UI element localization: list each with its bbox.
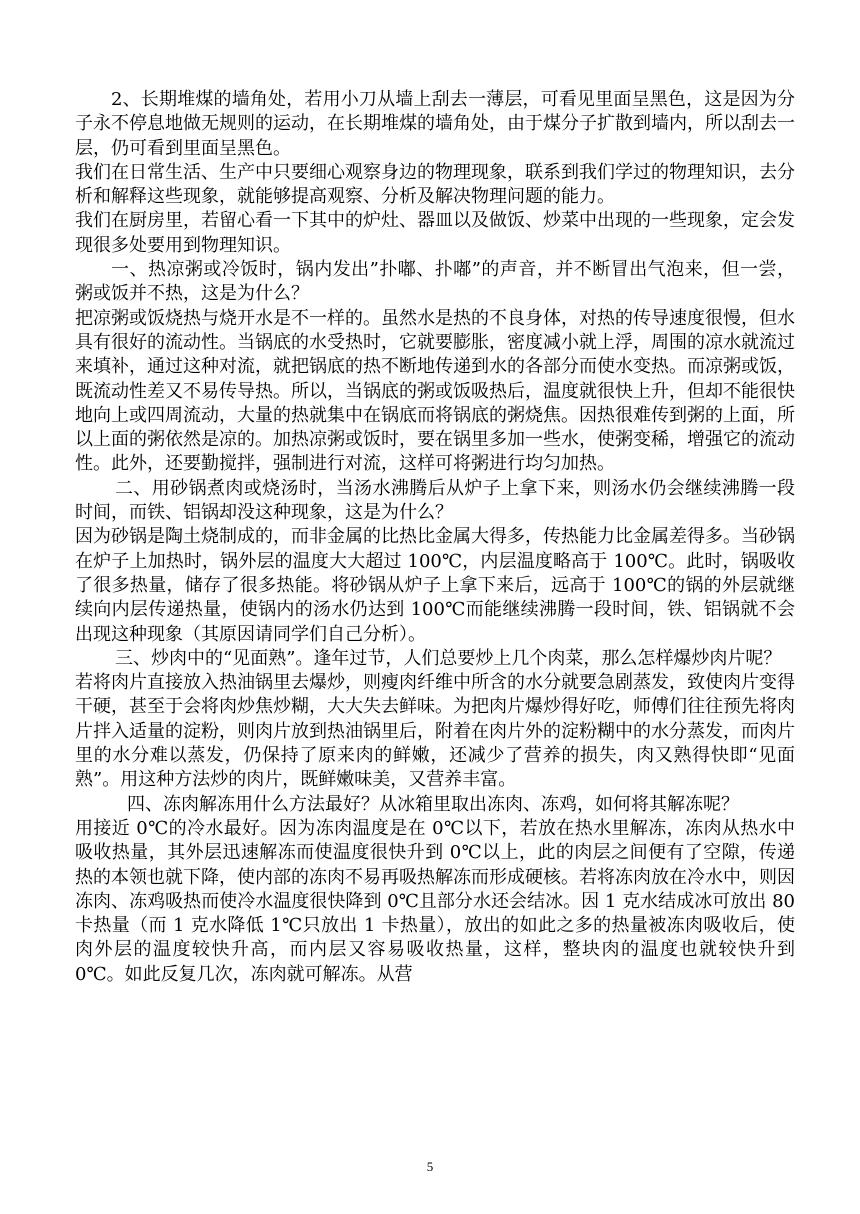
question-heading-4: 四、冻肉解冻用什么方法最好？从冰箱里取出冻肉、冻鸡，如何将其解冻呢？ (127, 793, 739, 815)
paragraph-observe-physics: 我们在日常生活、生产中只要细心观察身边的物理现象，联系到我们学过的物理知识，去分析和解释这些现象，就能够提高观察、分析及解决物理问题的能力。 (75, 161, 795, 208)
answer-paragraph-1: 把凉粥或饭烧热与烧开水是不一样的。虽然水是热的不良身体，对热的传导速度很慢，但水具有很好的流动性。当锅底的水受热时，它就要膨胀，密度减小就上浮，周围的凉水就流过来填补，通过这种对流，就把锅底的热不断地传递到水的各部分而使水变热。而凉粥或饭，既流动性差又不易传导热。所以，当锅底的粥或饭吸热后，温度就很快上升，但却不能很快地向上或四周流动，大量的热就集中在锅底而将锅底的粥烧焦。因热很难传到粥的上面，所以上面的粥依然是凉的。加热凉粥或饭时，要在锅里多加一些水，使粥变稀，增强它的流动性。此外，还要勤搅拌，强制进行对流，这样可将粥进行均匀加热。 (75, 307, 795, 475)
paragraph-coal-wall: 2、长期堆煤的墙角处，若用小刀从墙上刮去一薄层，可看见里面呈黑色，这是因为分子永不停息地做无规则的运动，在长期堆煤的墙角处，由于煤分子扩散到墙内，所以刮去一层，仍可看到里面呈黑色。 (75, 89, 795, 159)
answer-paragraph-4: 用接近 0℃的冷水最好。因为冻肉温度是在 0℃以下，若放在热水里解冻，冻肉从热水中吸收热量，其外层迅速解冻而使温度很快升到 0℃以上，此的肉层之间便有了空隙，传递热的本领也就下降，使内部的冻肉不易再吸热解冻而形成硬核。若将冻肉放在冷水中，则因冻肉、冻鸡吸热而使冷水温度很快降到 0℃且部分水还会结冰。因 1 克水结成冰可放出 80 卡热量（而 1 克水降低 1℃只放出 1 卡热量），放出的如此之多的热量被冻肉吸收后，使肉外层的温度较快升高，而内层又容易吸收热量，这样，整块肉的温度也就较快升到 0℃。如此反复几次，冻肉就可解冻。从营 (75, 817, 795, 985)
question-heading-2: 二、用砂锅煮肉或烧汤时，当汤水沸腾后从炉子上拿下来，则汤水仍会继续沸腾一段时间，而铁、铝锅却没这种现象，这是为什么？ (75, 477, 795, 524)
question-heading-1: 一、热凉粥或冷饭时，锅内发出”扑嘟、扑嘟”的声音，并不断冒出气泡来，但一尝，粥或饭并不热，这是为什么？ (75, 259, 795, 305)
answer-paragraph-2: 因为砂锅是陶土烧制成的，而非金属的比热比金属大得多，传热能力比金属差得多。当砂锅在炉子上加热时，锅外层的温度大大超过 100℃，内层温度略高于 100℃。此时，锅吸收了很多热量，储存了很多热能。将砂锅从炉子上拿下来后，远高于 100℃的锅的外层就继续向内层传递热量，使锅内的汤水仍达到 100℃而能继续沸腾一段时间，铁、铝锅就不会出现这种现象（其原因请同学们自己分析）。 (75, 526, 795, 645)
paragraph-kitchen-intro: 我们在厨房里，若留心看一下其中的炉灶、器皿以及做饭、炒菜中出现的一些现象，定会发现很多处要用到物理知识。 (75, 210, 795, 256)
answer-paragraph-3: 若将肉片直接放入热油锅里去爆炒，则瘦肉纤维中所含的水分就要急剧蒸发，致使肉片变得干硬，甚至于会将肉炒焦炒糊，大大失去鲜味。为把肉片爆炒得好吃，师傅们往往预先将肉片拌入适量的淀粉，则肉片放到热油锅里后，附着在肉片外的淀粉糊中的水分蒸发，而肉片里的水分难以蒸发，仍保持了原来肉的鲜嫩，还减少了营养的损失，肉又熟得快即“见面熟”。用这种方法炒的肉片，既鲜嫩味美，又营养丰富。 (75, 672, 795, 791)
page-number: 5 (426, 1159, 434, 1174)
document-body (75, 88, 795, 987)
question-heading-3: 三、炒肉中的“见面熟”。逢年过节，人们总要炒上几个肉菜，那么怎样爆炒肉片呢？ (115, 647, 782, 669)
